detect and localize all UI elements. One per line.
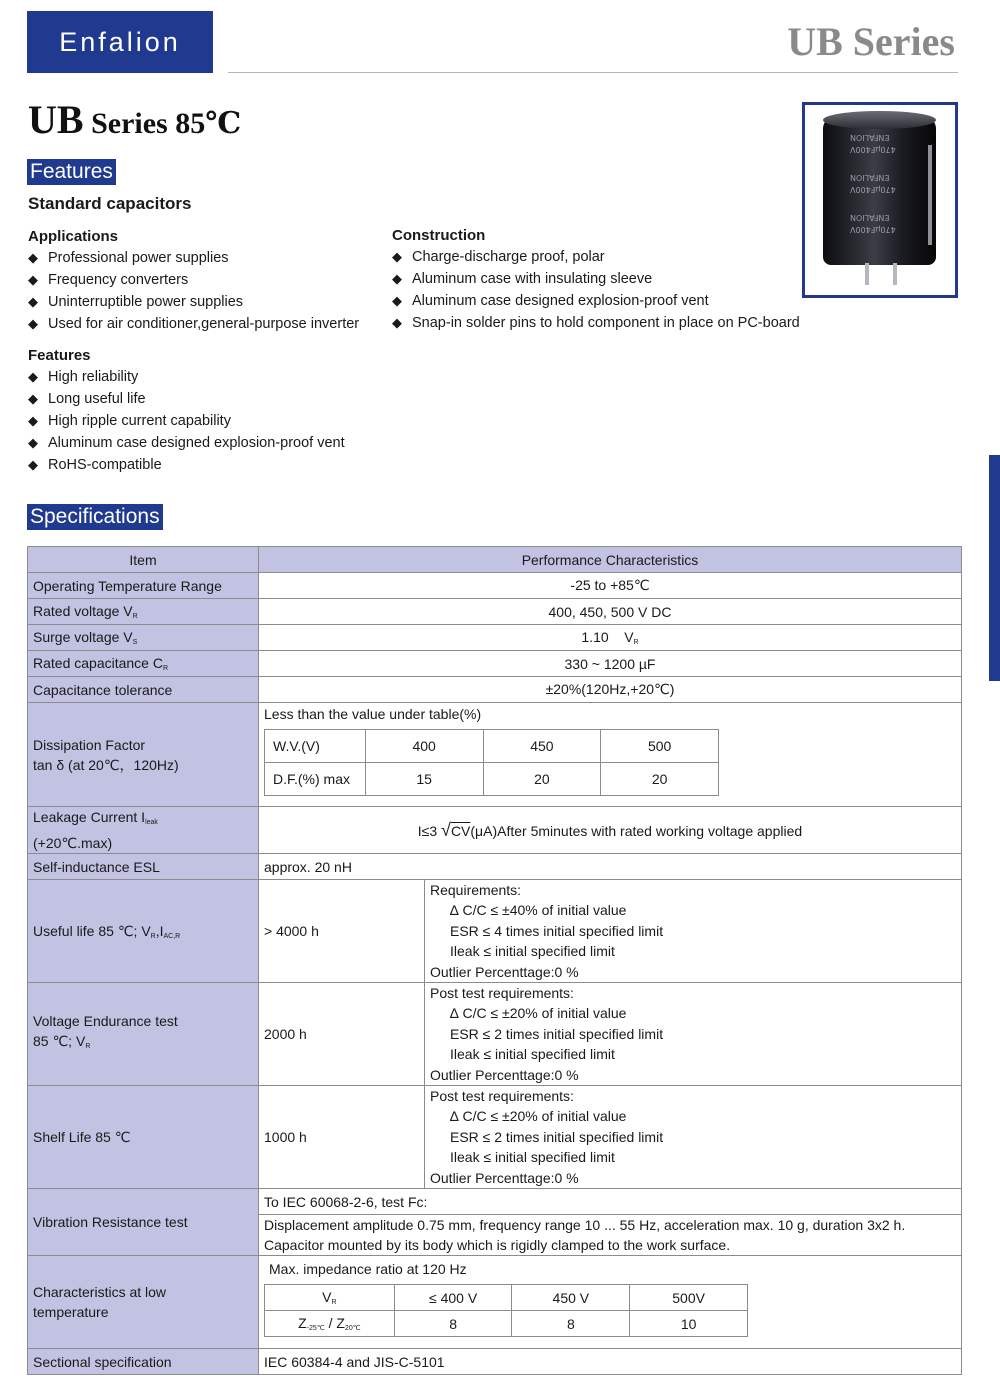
list-item: ◆ Professional power supplies: [28, 247, 359, 269]
diamond-bullet-icon: ◆: [392, 249, 402, 264]
features-section-band: Features: [27, 159, 116, 185]
row-label: Self-inductance ESL: [28, 854, 259, 880]
df-subtable: W.V.(V) 400 450 500 D.F.(%) max 15 20 20: [264, 729, 719, 796]
diamond-bullet-icon: ◆: [28, 391, 38, 406]
construction-heading: Construction: [392, 227, 486, 244]
capacitor-stripe: [928, 145, 932, 245]
table-row: [28, 703, 962, 807]
list-item: ◆ High reliability: [28, 366, 345, 388]
diamond-bullet-icon: ◆: [28, 435, 38, 450]
side-tab-marker: [989, 455, 1000, 681]
table-row: [28, 625, 962, 651]
features-heading: Features: [28, 347, 91, 364]
table-row: [28, 573, 962, 599]
row-duration: 1000 h: [259, 1086, 425, 1189]
row-requirements: Requirements: ∆ C/C ≤ ±40% of initial value ESR ≤ 4 times initial specified limit Ileak ≤ initial specified limit Outlier Percenttage:0 %: [425, 880, 962, 983]
capacitor-top: [823, 111, 936, 129]
header-divider: [228, 72, 958, 73]
table-header-row: [28, 547, 962, 573]
row-label: Dissipation Factor tan δ (at 20℃，120Hz): [28, 703, 259, 807]
capacitor-print-rating: 470μF400V: [850, 185, 896, 194]
list-item: ◆ Aluminum case with insulating sleeve: [392, 268, 800, 290]
subtitle: Standard capacitors: [28, 194, 192, 213]
brand-logo: [27, 11, 213, 73]
row-label: Operating Temperature Range: [28, 573, 259, 599]
square-root-icon: √: [441, 819, 451, 840]
features-list: [28, 366, 345, 476]
row-value: [259, 1256, 962, 1349]
list-item: ◆ RoHS-compatible: [28, 454, 345, 476]
row-label: Rated voltage $V_R$: [28, 599, 259, 625]
page-title: [28, 96, 241, 143]
row-value: approx. 20 nH: [259, 854, 962, 880]
row-label: Leakage Current $I_{leak}$ (+20℃.max): [28, 807, 259, 854]
diamond-bullet-icon: ◆: [28, 457, 38, 472]
row-label: Characteristics at low temperature: [28, 1256, 259, 1349]
diamond-bullet-icon: ◆: [28, 294, 38, 309]
diamond-bullet-icon: ◆: [28, 316, 38, 331]
capacitor-pin: [893, 263, 897, 285]
applications-list: [28, 247, 359, 335]
list-item: ◆ Used for air conditioner,general-purpose inverter: [28, 313, 359, 335]
row-value: 1.10 $V_R$: [259, 625, 962, 651]
row-label: Surge voltage $V_S$: [28, 625, 259, 651]
row-requirements: Post test requirements: ∆ C/C ≤ ±20% of initial value ESR ≤ 2 times initial specified limit Ileak ≤ initial specified limit Outlier Percenttage:0 %: [425, 1086, 962, 1189]
diamond-bullet-icon: ◆: [28, 369, 38, 384]
diamond-bullet-icon: ◆: [392, 315, 402, 330]
capacitor-pin: [865, 263, 869, 285]
specifications-section-band: Specifications: [27, 504, 163, 530]
table-row: [28, 807, 962, 854]
list-item: ◆ Snap-in solder pins to hold component in place on PC-board: [392, 312, 800, 334]
construction-list: [392, 246, 800, 334]
row-label: Capacitance tolerance: [28, 677, 259, 703]
row-label: Shelf Life 85 ℃: [28, 1086, 259, 1189]
capacitor-print-rating: 470μF400V: [850, 225, 896, 234]
table-row: [28, 1349, 962, 1375]
impedance-intro: Max. impedance ratio at 120 Hz: [269, 1261, 467, 1278]
table-row: [28, 651, 962, 677]
row-label: Vibration Resistance test: [28, 1189, 259, 1256]
table-row: [28, 1086, 962, 1189]
row-label: Useful life 85 ℃; $V_R,I_{AC,R}$: [28, 880, 259, 983]
capacitor-print-brand: ENFALION: [850, 173, 890, 182]
diamond-bullet-icon: ◆: [28, 250, 38, 265]
row-duration: > 4000 h: [259, 880, 425, 983]
column-header-item: Item: [28, 547, 259, 573]
list-item: ◆ Frequency converters: [28, 269, 359, 291]
product-photo: [802, 102, 958, 298]
table-row: [28, 854, 962, 880]
row-value: IEC 60384-4 and JIS-C-5101: [259, 1349, 962, 1375]
row-value: To IEC 60068-2-6, test Fc:: [259, 1189, 962, 1215]
list-item: ◆ High ripple current capability: [28, 410, 345, 432]
row-value: 400, 450, 500 V DC: [259, 599, 962, 625]
diamond-bullet-icon: ◆: [392, 271, 402, 286]
capacitor-print-brand: ENFALION: [850, 213, 890, 222]
table-row: [28, 880, 962, 983]
list-item: ◆ Long useful life: [28, 388, 345, 410]
row-duration: 2000 h: [259, 983, 425, 1086]
table-row: [28, 1189, 962, 1215]
table-row: [28, 599, 962, 625]
title-main: UB: [28, 97, 84, 142]
row-value: Displacement amplitude 0.75 mm, frequency range 10 ... 55 Hz, acceleration max. 10 g, duration 3x2 h. Capacitor mounted by its body which is rigidly clamped to the work surface.: [259, 1215, 962, 1256]
df-intro: Less than the value under table(%): [264, 706, 482, 722]
row-value: [259, 703, 962, 807]
column-header-performance: Performance Characteristics: [259, 547, 962, 573]
diamond-bullet-icon: ◆: [28, 413, 38, 428]
row-value: I≤3 √CV(μA)After 5minutes with rated working voltage applied: [259, 807, 962, 854]
specifications-table: [27, 546, 962, 1375]
diamond-bullet-icon: ◆: [392, 293, 402, 308]
list-item: ◆ Uninterruptible power supplies: [28, 291, 359, 313]
row-value: -25 to +85℃: [259, 573, 962, 599]
impedance-subtable: $V_R$ ≤ 400 V 450 V 500V $Z_{-25℃} / Z_{20℃}$ 8 8 10: [264, 1284, 748, 1337]
row-value: 330 ~ 1200 µF: [259, 651, 962, 677]
capacitor-print-brand: ENFALION: [850, 133, 890, 142]
capacitor-print-rating: 470μF400V: [850, 145, 896, 154]
list-item: ◆ Aluminum case designed explosion-proof vent: [28, 432, 345, 454]
header-series-title: UB Series: [787, 19, 955, 64]
table-row: [28, 1256, 962, 1349]
title-temp: 85℃: [167, 107, 242, 140]
table-row: [28, 983, 962, 1086]
list-item: ◆ Charge-discharge proof, polar: [392, 246, 800, 268]
row-label: Rated capacitance $C_R$: [28, 651, 259, 677]
list-item: ◆ Aluminum case designed explosion-proof vent: [392, 290, 800, 312]
title-series: Series: [83, 107, 168, 140]
row-value: ±20%(120Hz,+20℃): [259, 677, 962, 703]
table-row: [28, 677, 962, 703]
brand-name: Enfalion: [59, 26, 181, 57]
row-requirements: Post test requirements: ∆ C/C ≤ ±20% of initial value ESR ≤ 2 times initial specified limit Ileak ≤ initial specified limit Outlier Percenttage:0 %: [425, 983, 962, 1086]
diamond-bullet-icon: ◆: [28, 272, 38, 287]
row-label: Voltage Endurance test 85 ℃; $V_R$: [28, 983, 259, 1086]
row-label: Sectional specification: [28, 1349, 259, 1375]
applications-heading: Applications: [28, 228, 119, 245]
